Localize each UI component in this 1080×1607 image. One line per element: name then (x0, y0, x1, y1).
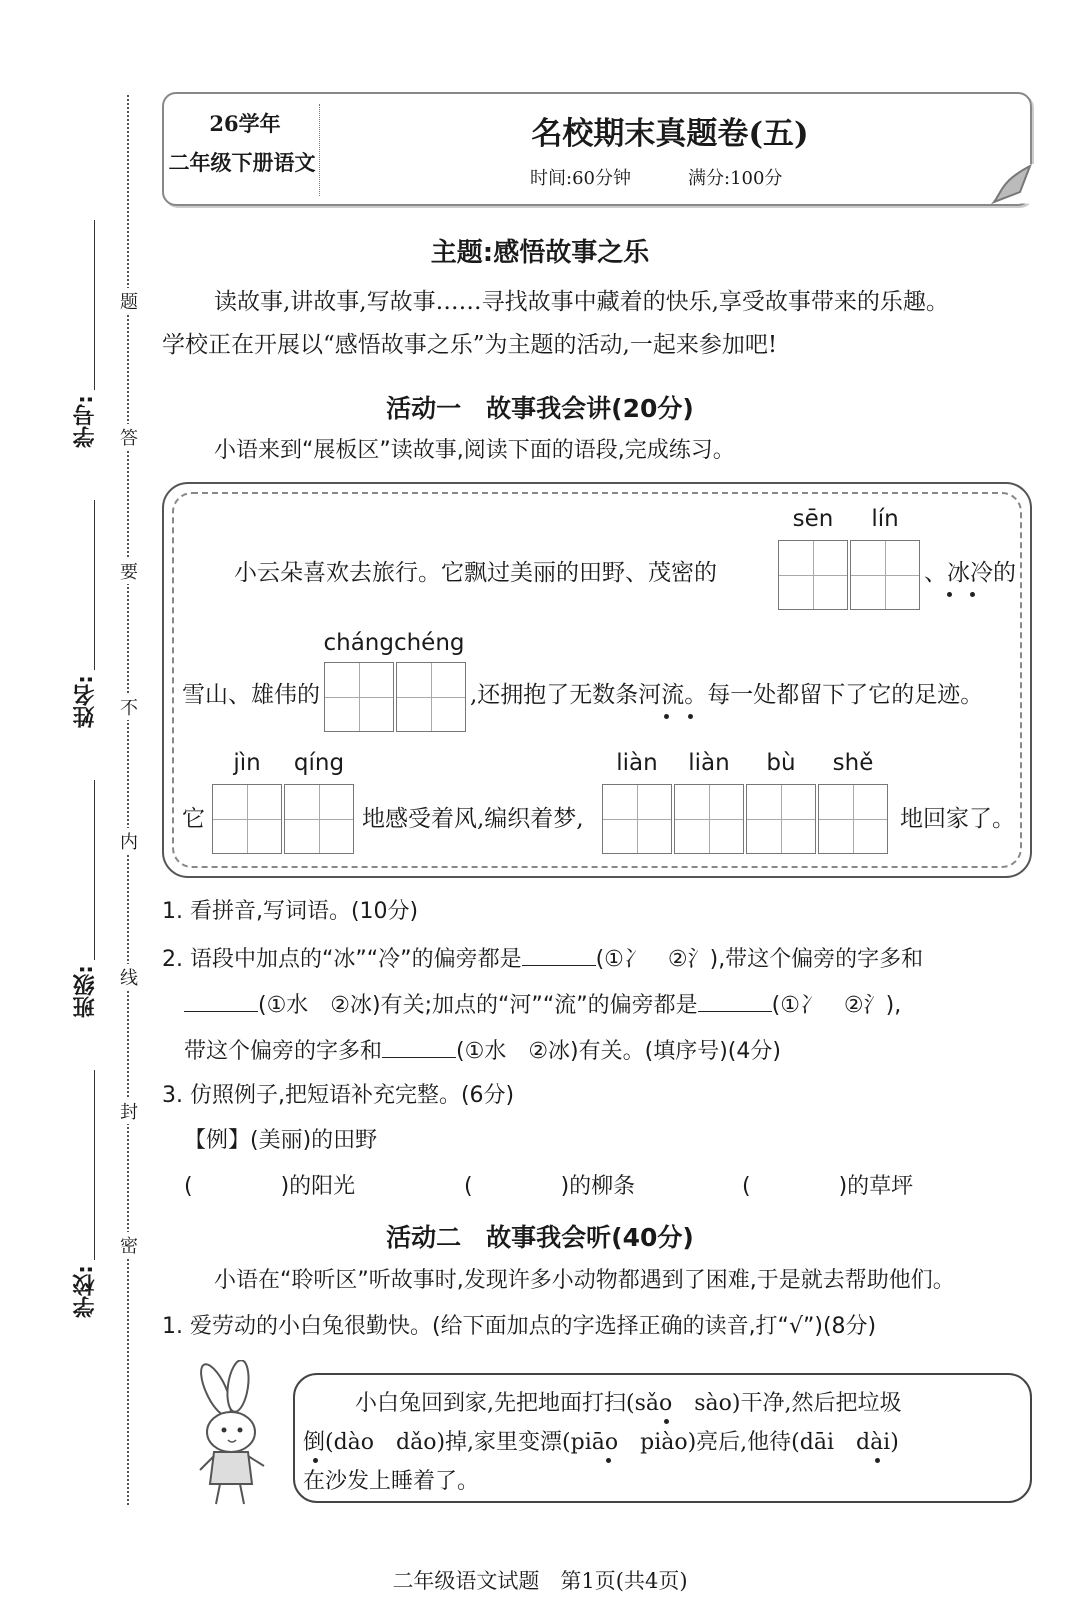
q2-text: 2. 语段中加点的“冰”“冷”的偏旁都是 (162, 947, 522, 972)
class-field[interactable] (70, 780, 100, 1040)
q2-text: (①冫 ②氵), (771, 993, 902, 1018)
emphasis-dot (947, 592, 952, 597)
writing-grid-cell[interactable] (324, 662, 394, 732)
exam-title: 名校期末真题卷(五) (531, 116, 809, 152)
emphasis-dot (313, 1458, 318, 1463)
writing-grid-cell[interactable] (602, 784, 672, 854)
bubble-line-3: 在沙发上睡着了。 (303, 1469, 480, 1494)
writing-grid-cell[interactable] (746, 784, 816, 854)
activity1-intro: 小语来到“展板区”读故事,阅读下面的语段,完成练习。 (214, 438, 735, 463)
question-2-line-1 (162, 943, 923, 975)
seal-char: 密 (119, 1232, 139, 1258)
question-3-example: 【例】(美丽)的田野 (184, 1128, 378, 1153)
page-footer: 二年级语文试题 第1页(共4页) (392, 1569, 688, 1593)
pinyin: lín (871, 506, 899, 532)
writing-grid-cell[interactable] (778, 540, 848, 610)
seal-char: 题 (119, 288, 139, 314)
story-line-3-head: 它 (182, 806, 205, 832)
question-2-line-2 (184, 989, 901, 1021)
school-year: 26学年 (209, 111, 281, 136)
page-fold-icon (990, 162, 1036, 206)
q3-blank-item[interactable]: ( )的柳条 (464, 1174, 636, 1199)
name-field[interactable] (70, 500, 100, 740)
activity2-title: 活动二 故事我会听(40分) (386, 1223, 694, 1252)
seal-char: 不 (119, 694, 139, 720)
q2-text: (①冫 ②氵),带这个偏旁的字多和 (595, 947, 924, 972)
writing-grid-cell[interactable] (212, 784, 282, 854)
story-line-1: 小云朵喜欢去旅行。它飘过美丽的田野、茂密的 (234, 560, 717, 586)
exam-score: 满分:100分 (688, 168, 783, 189)
q2-text: (①水 ②冰)有关。(填序号)(4分) (456, 1039, 781, 1064)
emphasis-dot (970, 592, 975, 597)
activity2-intro: 小语在“聆听区”听故事时,发现许多小动物都遇到了困难,于是就去帮助他们。 (214, 1268, 955, 1293)
intro-line-2: 学校正在开展以“感悟故事之乐”为主题的活动,一起来参加吧! (162, 332, 778, 358)
name-label: 姓名: (73, 675, 98, 728)
activity2-question-1: 1. 爱劳动的小白兔很勤快。(给下面加点的字选择正确的读音,打“√”)(8分) (162, 1314, 877, 1339)
answer-blank[interactable] (184, 989, 258, 1012)
pinyin: sēn (792, 506, 834, 532)
emphasis-dot (875, 1458, 880, 1463)
grade-subject: 二年级下册语文 (168, 150, 316, 175)
pinyin: qíng (293, 750, 345, 776)
q2-text: (①水 ②冰)有关;加点的“河”“流”的偏旁都是 (258, 993, 698, 1018)
pinyin: bù (766, 750, 796, 776)
bubble-line-2: 倒(dào dǎo)掉,家里变漂(piāo piào)亮后,他待(dāi dài) (303, 1430, 899, 1455)
class-label: 班级: (73, 965, 98, 1018)
rabbit-illustration-icon (186, 1360, 276, 1510)
story-line-3-tail: 地回家了。 (900, 806, 1015, 832)
answer-blank[interactable] (522, 943, 596, 966)
writing-grid-cell[interactable] (396, 662, 466, 732)
exam-time: 时间:60分钟 (530, 168, 631, 189)
emphasis-dot (664, 714, 669, 719)
q2-text: 带这个偏旁的字多和 (184, 1039, 383, 1064)
seal-char: 内 (119, 828, 139, 854)
story-line-3-mid: 地感受着风,编织着梦, (362, 806, 584, 832)
seal-char: 要 (119, 558, 139, 584)
theme-title: 主题:感悟故事之乐 (430, 238, 650, 268)
q3-blank-item[interactable]: ( )的草坪 (742, 1174, 914, 1199)
story-line-2: ,还拥抱了无数条河流。每一处都留下了它的足迹。 (470, 682, 984, 708)
seal-char: 线 (119, 964, 139, 990)
seal-char: 答 (119, 424, 139, 450)
intro-line-1: 读故事,讲故事,写故事……寻找故事中藏着的快乐,享受故事带来的乐趣。 (214, 289, 949, 315)
answer-blank[interactable] (698, 989, 772, 1012)
student-id-label: 学号: (73, 395, 98, 448)
pinyin: jìn (233, 750, 261, 776)
writing-grid-cell[interactable] (850, 540, 920, 610)
writing-grid-cell[interactable] (818, 784, 888, 854)
activity1-title: 活动一 故事我会讲(20分) (386, 394, 694, 423)
emphasis-dot (688, 714, 693, 719)
pinyin: chángchéng (323, 630, 465, 656)
emphasis-dot (606, 1458, 611, 1463)
question-1: 1. 看拼音,写词语。(10分) (162, 899, 419, 924)
story-line-2-head: 雪山、雄伟的 (182, 682, 320, 708)
emphasis-dot (664, 1419, 669, 1424)
writing-grid-cell[interactable] (284, 784, 354, 854)
story-line-1-tail: 、冰冷的 (924, 560, 1016, 586)
q3-blank-item[interactable]: ( )的阳光 (184, 1174, 356, 1199)
bubble-line-1: 小白兔回到家,先把地面打扫(sǎo sào)干净,然后把垃圾 (355, 1391, 902, 1416)
pinyin: shě (832, 750, 874, 776)
school-field[interactable] (70, 1070, 100, 1330)
pinyin: liàn (688, 750, 730, 776)
seal-char: 封 (119, 1098, 139, 1124)
pinyin: liàn (616, 750, 658, 776)
school-label: 学校: (73, 1265, 98, 1318)
question-2-line-3 (184, 1035, 781, 1067)
writing-grid-cell[interactable] (674, 784, 744, 854)
answer-blank[interactable] (382, 1035, 456, 1058)
question-3: 3. 仿照例子,把短语补充完整。(6分) (162, 1083, 515, 1108)
